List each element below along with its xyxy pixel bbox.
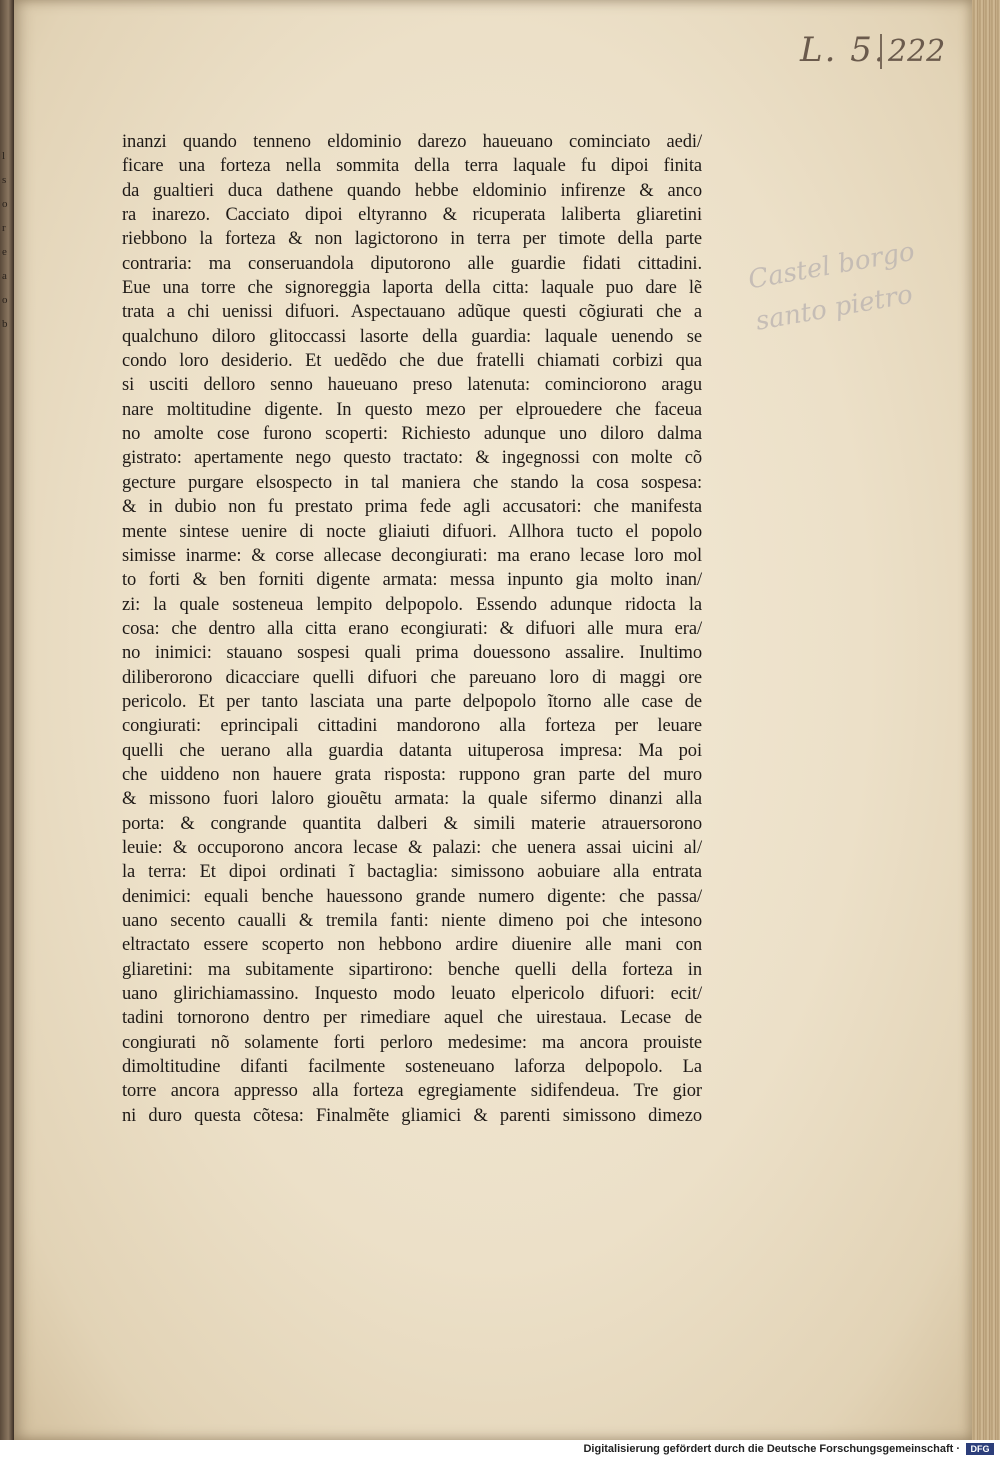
folio-number: 222	[880, 34, 945, 69]
text-line: dimoltitudine difanti facilmente sosteneuano laforza delpopolo. La	[122, 1057, 702, 1078]
left-fragment-letter: o	[2, 198, 8, 210]
text-line: contraria: ma conseruandola diputorono alle guardie fidati cittadini.	[122, 253, 702, 274]
text-line: pericolo. Et per tanto lasciata una parte delpopolo ĩtorno alle case de	[122, 691, 702, 712]
text-line: trata a chi uenissi difuori. Aspectauano adũque questi cõgiurati che a	[122, 302, 702, 323]
footer-bar	[0, 1440, 1000, 1459]
margin-note-line: santo pietro	[753, 279, 915, 337]
text-line: porta: & congrande quantita dalberi & simili materie atrauersorono	[122, 813, 702, 834]
text-line: gistrato: apertamente nego questo tractato: & ingegnossi con molte cõ	[122, 448, 702, 469]
text-line: Eue una torre che signoreggia laporta della citta: laquale puo dare lẽ	[122, 278, 702, 299]
text-line: tadini tornorono dentro per rimediare aquel che uirestaua. Lecase de	[122, 1008, 702, 1029]
left-fragment-letter: b	[2, 318, 8, 330]
text-line: no amolte cose furono scoperti: Richiesto adunque uno diloro dalma	[122, 424, 702, 445]
text-line: uano glirichiamassino. Inquesto modo leuato elpericolo difuori: ecit/	[122, 984, 702, 1005]
text-line: congiurati: eprincipali cittadini mandorono alla forteza per leuare	[122, 716, 702, 737]
text-line: riebbono la forteza & non lagictorono in terra per timote della parte	[122, 229, 702, 250]
text-line: mente sintese uenire di nocte gliaiuti difuori. Allhora tucto el popolo	[122, 521, 702, 542]
text-line: eltractato essere scoperto non hebbono ardire diuenire alle mani con	[122, 935, 702, 956]
left-fragment-letter: o	[2, 294, 8, 306]
footer-credit: Digitalisierung gefördert durch die Deutsche Forschungsgemeinschaft ·	[583, 1443, 960, 1455]
text-line: ficare una forteza nella sommita della terra laquale fu dipoi finita	[122, 156, 702, 177]
text-line: nare moltitudine digente. In questo mezo per elprouedere che faceua	[122, 399, 702, 420]
text-line: si usciti delloro senno haueuano preso latenuta: cominciorono aragu	[122, 375, 702, 396]
left-page-fragment	[0, 0, 14, 1440]
text-line: torre ancora appresso alla forteza egregiamente sidifendeua. Tre gior	[122, 1081, 702, 1102]
text-line: congiurati nõ solamente forti perloro medesime: ma ancora prouiste	[122, 1032, 702, 1053]
text-line: zi: la quale sosteneua lempito delpopolo. Essendo adunque ridocta la	[122, 594, 702, 615]
dfg-logo: DFG	[966, 1443, 994, 1455]
text-line: leuie: & occuporono ancora lecase & palazi: che uenera assai uicini al/	[122, 837, 702, 858]
text-line: inanzi quando tenneno eldominio darezo haueuano cominciato aedi/	[122, 132, 702, 152]
text-line: cosa: che dentro alla citta erano econgiurati: & difuori alle mura era/	[122, 618, 702, 639]
text-line: gecture purgare elsospecto in tal maniera che stando la cosa sospesa:	[122, 472, 702, 493]
text-line: & missono fuori laloro giouẽtu armata: la quale sifermo dinanzi alla	[122, 789, 702, 810]
left-fragment-letter: e	[2, 246, 7, 258]
margin-note-line: Castel borgo	[746, 236, 917, 296]
left-fragment-letter: l	[2, 150, 6, 162]
text-line: & in dubio non fu prestato prima fede agli accusatori: che manifesta	[122, 497, 702, 518]
text-line: che uiddeno non hauere grata risposta: rupponο gran parte del muro	[122, 764, 702, 785]
text-line: ni duro questa cõtesa: Finalmẽte gliamici & parenti simissono dimezo	[122, 1105, 702, 1126]
page-edge-right	[972, 0, 1000, 1440]
text-block	[122, 130, 702, 1128]
folio-mark: L. 5.	[800, 30, 887, 70]
text-line: da gualtieri duca dathene quando hebbe eldominio infirenze & anco	[122, 180, 702, 201]
text-line: diliberorono dicacciare quelli difuori che pareuano loro di maggi ore	[122, 667, 702, 688]
text-line: simisse inarme: & corse allecase decongiurati: ma erano lecase loro mol	[122, 545, 702, 566]
left-fragment-letter: s	[2, 174, 7, 186]
text-line: to forti & ben forniti digente armata: messa inpunto gia molto inan/	[122, 570, 702, 591]
text-line: qualchuno diloro glitoccassi lasorte della guardia: laquale uenendo se	[122, 326, 702, 347]
text-line: no inimici: stauano sospesi quali prima douessono assalire. Inultimo	[122, 643, 702, 664]
text-line: gliaretini: ma subitamente sipartirono: benche quelli della forteza in	[122, 959, 702, 980]
left-fragment-letter: a	[2, 270, 7, 282]
text-line: la terra: Et dipoi ordinati ĩ bactaglia: simissono aobuiare alla entrata	[122, 862, 702, 883]
left-fragment-letter: r	[2, 222, 6, 234]
text-line: uano secento caualli & tremila fanti: niente dimeno poi che intesono	[122, 911, 702, 931]
text-line: denimici: equali benche hauessono grande numero digente: che passa/	[122, 886, 702, 907]
text-line: condo loro desiderio. Et uedẽdo che due fratelli chiamati corbizi qua	[122, 351, 702, 372]
text-line: ra inarezo. Cacciato dipoi eltyranno & ricuperata laliberta gliaretini	[122, 205, 702, 226]
text-line: quelli che uerano alla guardia datanta uituperosa impresa: Ma poi	[122, 740, 702, 761]
